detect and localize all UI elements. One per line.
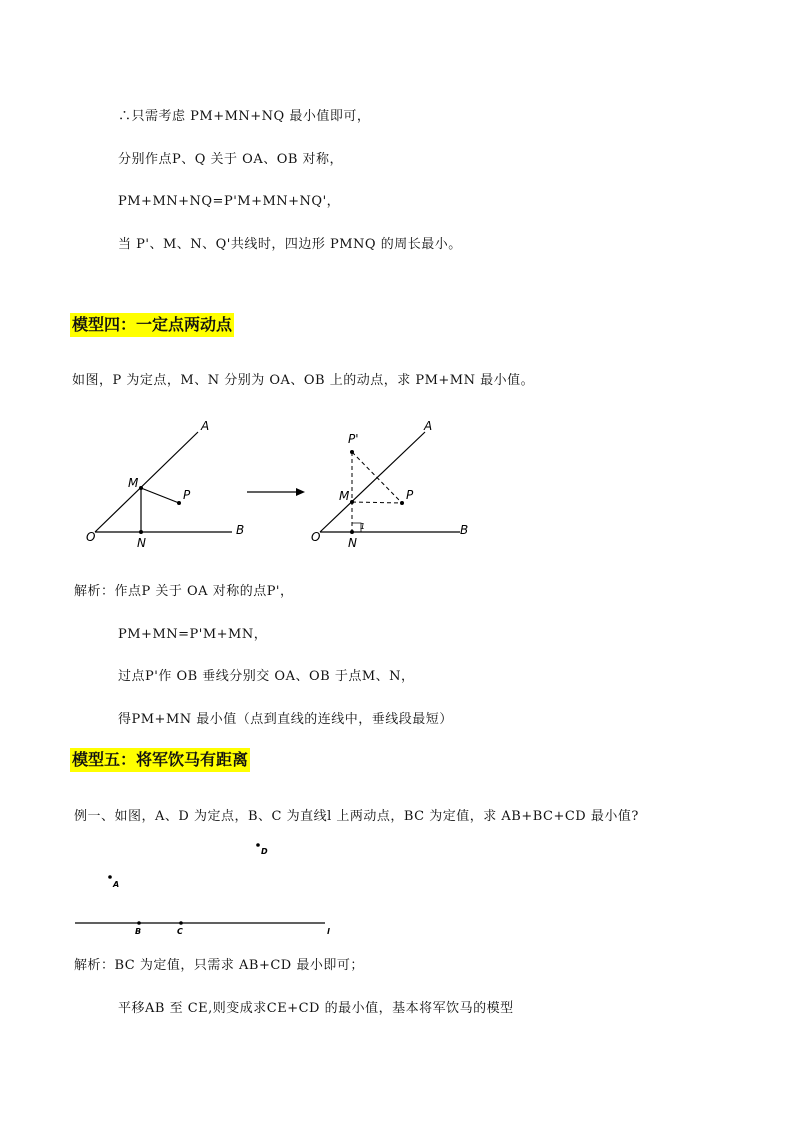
model-5-analysis-2: 平移AB 至 CE,则变成求CE+CD 的最小值，基本将军饮马的模型 [118, 1001, 514, 1016]
segment-MP [141, 488, 179, 503]
point-P-right [400, 501, 404, 505]
model-5-analysis-1: 解析：BC 为定值，只需求 AB+CD 最小即可； [74, 958, 364, 973]
label-Pprime: P' [348, 432, 359, 446]
label-B5: B [135, 927, 142, 936]
point-M-right [350, 500, 354, 504]
text-line-2: 分别作点P、Q 关于 OA、OB 对称， [118, 152, 344, 167]
point-C [179, 921, 183, 925]
point-Pprime [350, 450, 354, 454]
model-4-analysis-3: 过点P'作 OB 垂线分别交 OA、OB 于点M、N， [118, 669, 415, 684]
label-D5: D [261, 847, 268, 856]
label-O-right: O [311, 530, 321, 544]
arrow-head [296, 488, 305, 496]
point-P [177, 501, 181, 505]
model-4-prompt: 如图，P 为定点，M、N 分别为 OA、OB 上的动点，求 PM+MN 最小值。 [72, 373, 535, 388]
text-line-1: ∴只需考虑 PM+MN+NQ 最小值即可， [118, 109, 371, 124]
label-N: N [137, 536, 146, 550]
label-C5: C [177, 927, 183, 936]
ray-OA [95, 432, 198, 532]
label-P-right: P [406, 488, 414, 502]
point-N-right [350, 530, 354, 534]
text-line-3: PM+MN+NQ=P'M+MN+NQ'， [118, 194, 341, 209]
label-A: A [201, 419, 210, 433]
point-A [108, 875, 112, 879]
label-A5: A [113, 880, 120, 889]
model-4-analysis-4: 得PM+MN 最小值（点到直线的连线中，垂线段最短） [118, 712, 453, 727]
label-N-right: N [348, 536, 357, 550]
label-B-right: B [460, 523, 469, 537]
label-one: 1 [360, 522, 366, 531]
dashed-PprimeP [352, 452, 402, 503]
label-l5: l [327, 927, 330, 936]
section-heading-model-5: 模型五：将军饮马有距离 [70, 748, 250, 772]
model-4-analysis-2: PM+MN=P'M+MN， [118, 627, 268, 642]
ray-OA-right [320, 432, 425, 532]
label-O: O [86, 530, 96, 544]
model-4-analysis-1: 解析：作点P 关于 OA 对称的点P'， [74, 584, 294, 599]
point-M [139, 486, 143, 490]
text-line-4: 当 P'、M、N、Q'共线时，四边形 PMNQ 的周长最小。 [118, 237, 462, 252]
label-B: B [236, 523, 245, 537]
point-N [139, 530, 143, 534]
label-M-right: M [339, 489, 350, 503]
label-M: M [128, 476, 139, 490]
point-D [256, 843, 260, 847]
section-heading-model-4: 模型四：一定点两动点 [70, 313, 234, 337]
model-5-example: 例一、如图，A、D 为定点，B、C 为直线l 上两动点，BC 为定值，求 AB+BC+CD 最小值? [74, 809, 639, 824]
label-P: P [183, 488, 191, 502]
point-B [137, 921, 141, 925]
label-A-right: A [424, 419, 433, 433]
dashed-MP [352, 502, 402, 503]
